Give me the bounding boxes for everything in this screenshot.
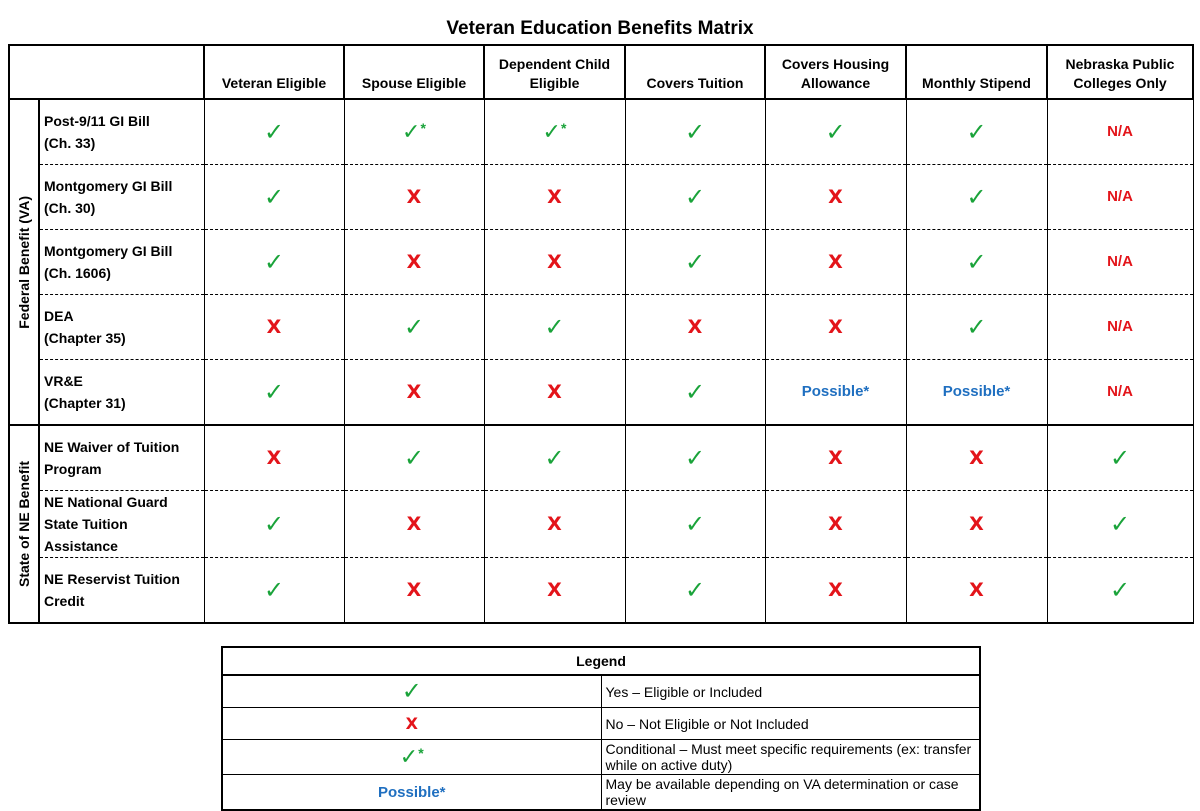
group-federal <box>9 99 39 425</box>
status-cell <box>1047 230 1193 295</box>
table-row <box>9 558 1193 624</box>
check-icon: ✓ <box>684 444 706 472</box>
benefit-name-line: State Tuition <box>44 516 128 532</box>
x-icon: X <box>828 316 843 338</box>
x-icon: X <box>828 251 843 273</box>
check-icon: ✓ <box>403 313 425 341</box>
na-label: N/A <box>1107 253 1133 270</box>
legend-text: May be available depending on VA determination or case review <box>601 775 980 811</box>
status-cell <box>204 425 344 491</box>
status-cell <box>906 295 1047 360</box>
col-header: Spouse Eligible <box>344 45 484 99</box>
status-cell <box>625 425 765 491</box>
check-icon: ✓ <box>684 183 706 211</box>
x-icon: X <box>547 513 562 535</box>
check-icon: ✓ <box>966 118 987 146</box>
status-cell <box>906 165 1047 230</box>
status-cell <box>484 99 625 165</box>
check-icon: ✓ <box>966 313 987 341</box>
benefit-name-line: Montgomery GI Bill <box>44 178 173 194</box>
status-cell <box>625 360 765 426</box>
x-icon: X <box>547 579 562 601</box>
status-cell <box>484 230 625 295</box>
status-cell <box>625 99 765 165</box>
status-cell <box>344 99 484 165</box>
status-cell <box>906 558 1047 624</box>
x-icon: X <box>266 447 282 469</box>
status-cell <box>1047 360 1193 426</box>
check-icon: ✓ <box>263 510 285 538</box>
x-icon: X <box>266 316 282 338</box>
legend-symbol-yes <box>222 675 601 708</box>
col-header: Dependent Child Eligible <box>484 45 625 99</box>
status-cell <box>344 491 484 558</box>
table-row <box>9 360 1193 426</box>
benefit-name-line: (Ch. 1606) <box>44 265 111 281</box>
check-icon: ✓ <box>401 678 422 705</box>
status-cell <box>484 558 625 624</box>
legend-symbol-possible <box>222 775 601 811</box>
status-cell <box>906 491 1047 558</box>
table-row <box>9 99 1193 165</box>
status-cell <box>625 558 765 624</box>
status-cell <box>765 230 906 295</box>
legend-row <box>222 708 980 740</box>
x-icon: X <box>547 186 562 208</box>
benefit-name <box>39 99 204 165</box>
status-cell <box>344 230 484 295</box>
benefit-name-line: NE Reservist Tuition <box>44 571 180 587</box>
na-label: N/A <box>1107 123 1133 140</box>
status-cell <box>1047 99 1193 165</box>
benefit-name-line: (Chapter 35) <box>44 330 126 346</box>
x-icon: X <box>406 579 422 601</box>
x-icon: X <box>406 186 422 208</box>
col-header: Monthly Stipend <box>906 45 1047 99</box>
check-icon: ✓ <box>544 444 565 472</box>
check-icon: ✓ <box>1109 576 1131 604</box>
check-icon: ✓ <box>684 576 706 604</box>
table-row <box>9 425 1193 491</box>
x-icon: X <box>969 579 984 601</box>
status-cell <box>204 165 344 230</box>
legend-row <box>222 675 980 708</box>
status-cell <box>906 230 1047 295</box>
header-corner <box>9 45 204 99</box>
table-row <box>9 491 1193 558</box>
check-icon: ✓ <box>966 248 987 276</box>
x-icon: X <box>969 447 984 469</box>
check-icon: ✓ <box>684 510 706 538</box>
legend-symbol-no <box>222 708 601 740</box>
x-icon: X <box>406 381 422 403</box>
header-row <box>9 45 1193 99</box>
benefit-name <box>39 295 204 360</box>
asterisk: * <box>560 120 567 136</box>
status-cell <box>344 425 484 491</box>
status-cell <box>344 360 484 426</box>
table-row <box>9 295 1193 360</box>
x-icon: X <box>406 513 422 535</box>
possible-label: Possible* <box>801 383 870 400</box>
status-cell <box>625 491 765 558</box>
asterisk: * <box>420 120 426 136</box>
check-icon: ✓ <box>966 183 987 211</box>
x-icon: X <box>969 513 984 535</box>
x-icon: X <box>406 251 422 273</box>
status-cell <box>484 360 625 426</box>
status-cell <box>765 558 906 624</box>
status-cell <box>765 491 906 558</box>
asterisk: * <box>418 745 424 761</box>
status-cell <box>906 360 1047 426</box>
check-mark: ✓ <box>542 119 561 144</box>
check-icon: ✓ <box>1109 510 1131 538</box>
status-cell <box>765 295 906 360</box>
page-title: Veteran Education Benefits Matrix <box>446 18 754 39</box>
x-icon: X <box>547 381 562 403</box>
status-cell <box>1047 425 1193 491</box>
benefit-name-line: NE National Guard <box>44 494 168 510</box>
check-icon: ✓ <box>263 576 285 604</box>
status-cell <box>204 99 344 165</box>
benefit-name <box>39 360 204 426</box>
x-icon: X <box>828 447 843 469</box>
benefit-name-line: Assistance <box>44 538 118 554</box>
x-icon: X <box>828 579 843 601</box>
possible-label: Possible* <box>377 783 446 801</box>
status-cell <box>765 360 906 426</box>
status-cell <box>484 295 625 360</box>
status-cell <box>204 295 344 360</box>
check-icon: ✓ <box>263 118 285 146</box>
status-cell <box>344 558 484 624</box>
status-cell <box>1047 295 1193 360</box>
legend-title: Legend <box>222 647 980 675</box>
status-cell <box>484 165 625 230</box>
status-cell <box>1047 558 1193 624</box>
status-cell <box>484 491 625 558</box>
check-icon: ✓ <box>825 118 846 146</box>
legend-text: Yes – Eligible or Included <box>601 675 980 708</box>
check-icon: ✓ <box>684 378 706 406</box>
col-header: Veteran Eligible <box>204 45 344 99</box>
benefit-name-line: NE Waiver of Tuition <box>44 439 180 455</box>
col-header: Nebraska Public Colleges Only <box>1047 45 1193 99</box>
status-cell <box>906 99 1047 165</box>
benefit-name <box>39 425 204 491</box>
x-icon: X <box>405 714 418 733</box>
check-icon: ✓ <box>263 248 285 276</box>
check-icon: ✓ <box>263 378 285 406</box>
x-icon: X <box>687 316 703 338</box>
check-asterisk-icon <box>543 119 567 144</box>
status-cell <box>484 425 625 491</box>
col-header: Covers Tuition <box>625 45 765 99</box>
na-label: N/A <box>1107 188 1133 205</box>
benefit-name-line: Montgomery GI Bill <box>44 243 173 259</box>
benefit-name <box>39 230 204 295</box>
legend-row <box>222 775 980 811</box>
status-cell <box>625 295 765 360</box>
check-icon: ✓ <box>1109 444 1131 472</box>
check-mark: ✓ <box>402 119 421 144</box>
group-state <box>9 425 39 623</box>
status-cell <box>344 295 484 360</box>
status-cell <box>765 425 906 491</box>
status-cell <box>1047 165 1193 230</box>
na-label: N/A <box>1107 383 1133 400</box>
status-cell <box>204 360 344 426</box>
x-icon: X <box>547 251 562 273</box>
check-icon: ✓ <box>403 444 425 472</box>
possible-label: Possible* <box>942 383 1011 400</box>
benefit-name-line: Credit <box>44 593 85 609</box>
legend-row <box>222 740 980 775</box>
check-icon: ✓ <box>544 313 565 341</box>
check-icon: ✓ <box>684 248 706 276</box>
check-icon: ✓ <box>263 183 285 211</box>
col-header: Covers Housing Allowance <box>765 45 906 99</box>
check-icon: ✓ <box>684 118 706 146</box>
status-cell <box>204 558 344 624</box>
legend-text: No – Not Eligible or Not Included <box>601 708 980 740</box>
benefit-name <box>39 165 204 230</box>
status-cell <box>765 165 906 230</box>
status-cell <box>625 165 765 230</box>
x-icon: X <box>828 513 843 535</box>
legend-text: Conditional – Must meet specific requirements (ex: transfer while on active duty) <box>601 740 980 775</box>
benefit-name-line: VR&E <box>44 373 83 389</box>
check-asterisk-icon <box>400 744 424 769</box>
status-cell <box>1047 491 1193 558</box>
benefits-matrix <box>8 44 1194 624</box>
benefit-name-line: (Chapter 31) <box>44 395 126 411</box>
benefit-name-line: Post-9/11 GI Bill <box>44 113 150 129</box>
x-icon: X <box>828 186 843 208</box>
status-cell <box>906 425 1047 491</box>
benefit-name-line: Program <box>44 461 102 477</box>
status-cell <box>344 165 484 230</box>
na-label: N/A <box>1107 318 1133 335</box>
table-row <box>9 230 1193 295</box>
status-cell <box>204 230 344 295</box>
benefit-name-line: (Ch. 33) <box>44 135 96 151</box>
status-cell <box>765 99 906 165</box>
benefit-name-line: DEA <box>44 308 74 324</box>
status-cell <box>204 491 344 558</box>
status-cell <box>625 230 765 295</box>
group-label: Federal Benefit (VA) <box>16 195 32 329</box>
check-asterisk-icon <box>402 119 426 144</box>
check-mark: ✓ <box>399 744 419 769</box>
benefit-name <box>39 491 204 558</box>
benefit-name-line: (Ch. 30) <box>44 200 96 216</box>
benefit-name <box>39 558 204 624</box>
legend-table <box>221 646 981 811</box>
legend-symbol-conditional <box>222 740 601 775</box>
group-label: State of NE Benefit <box>16 460 32 587</box>
table-row <box>9 165 1193 230</box>
